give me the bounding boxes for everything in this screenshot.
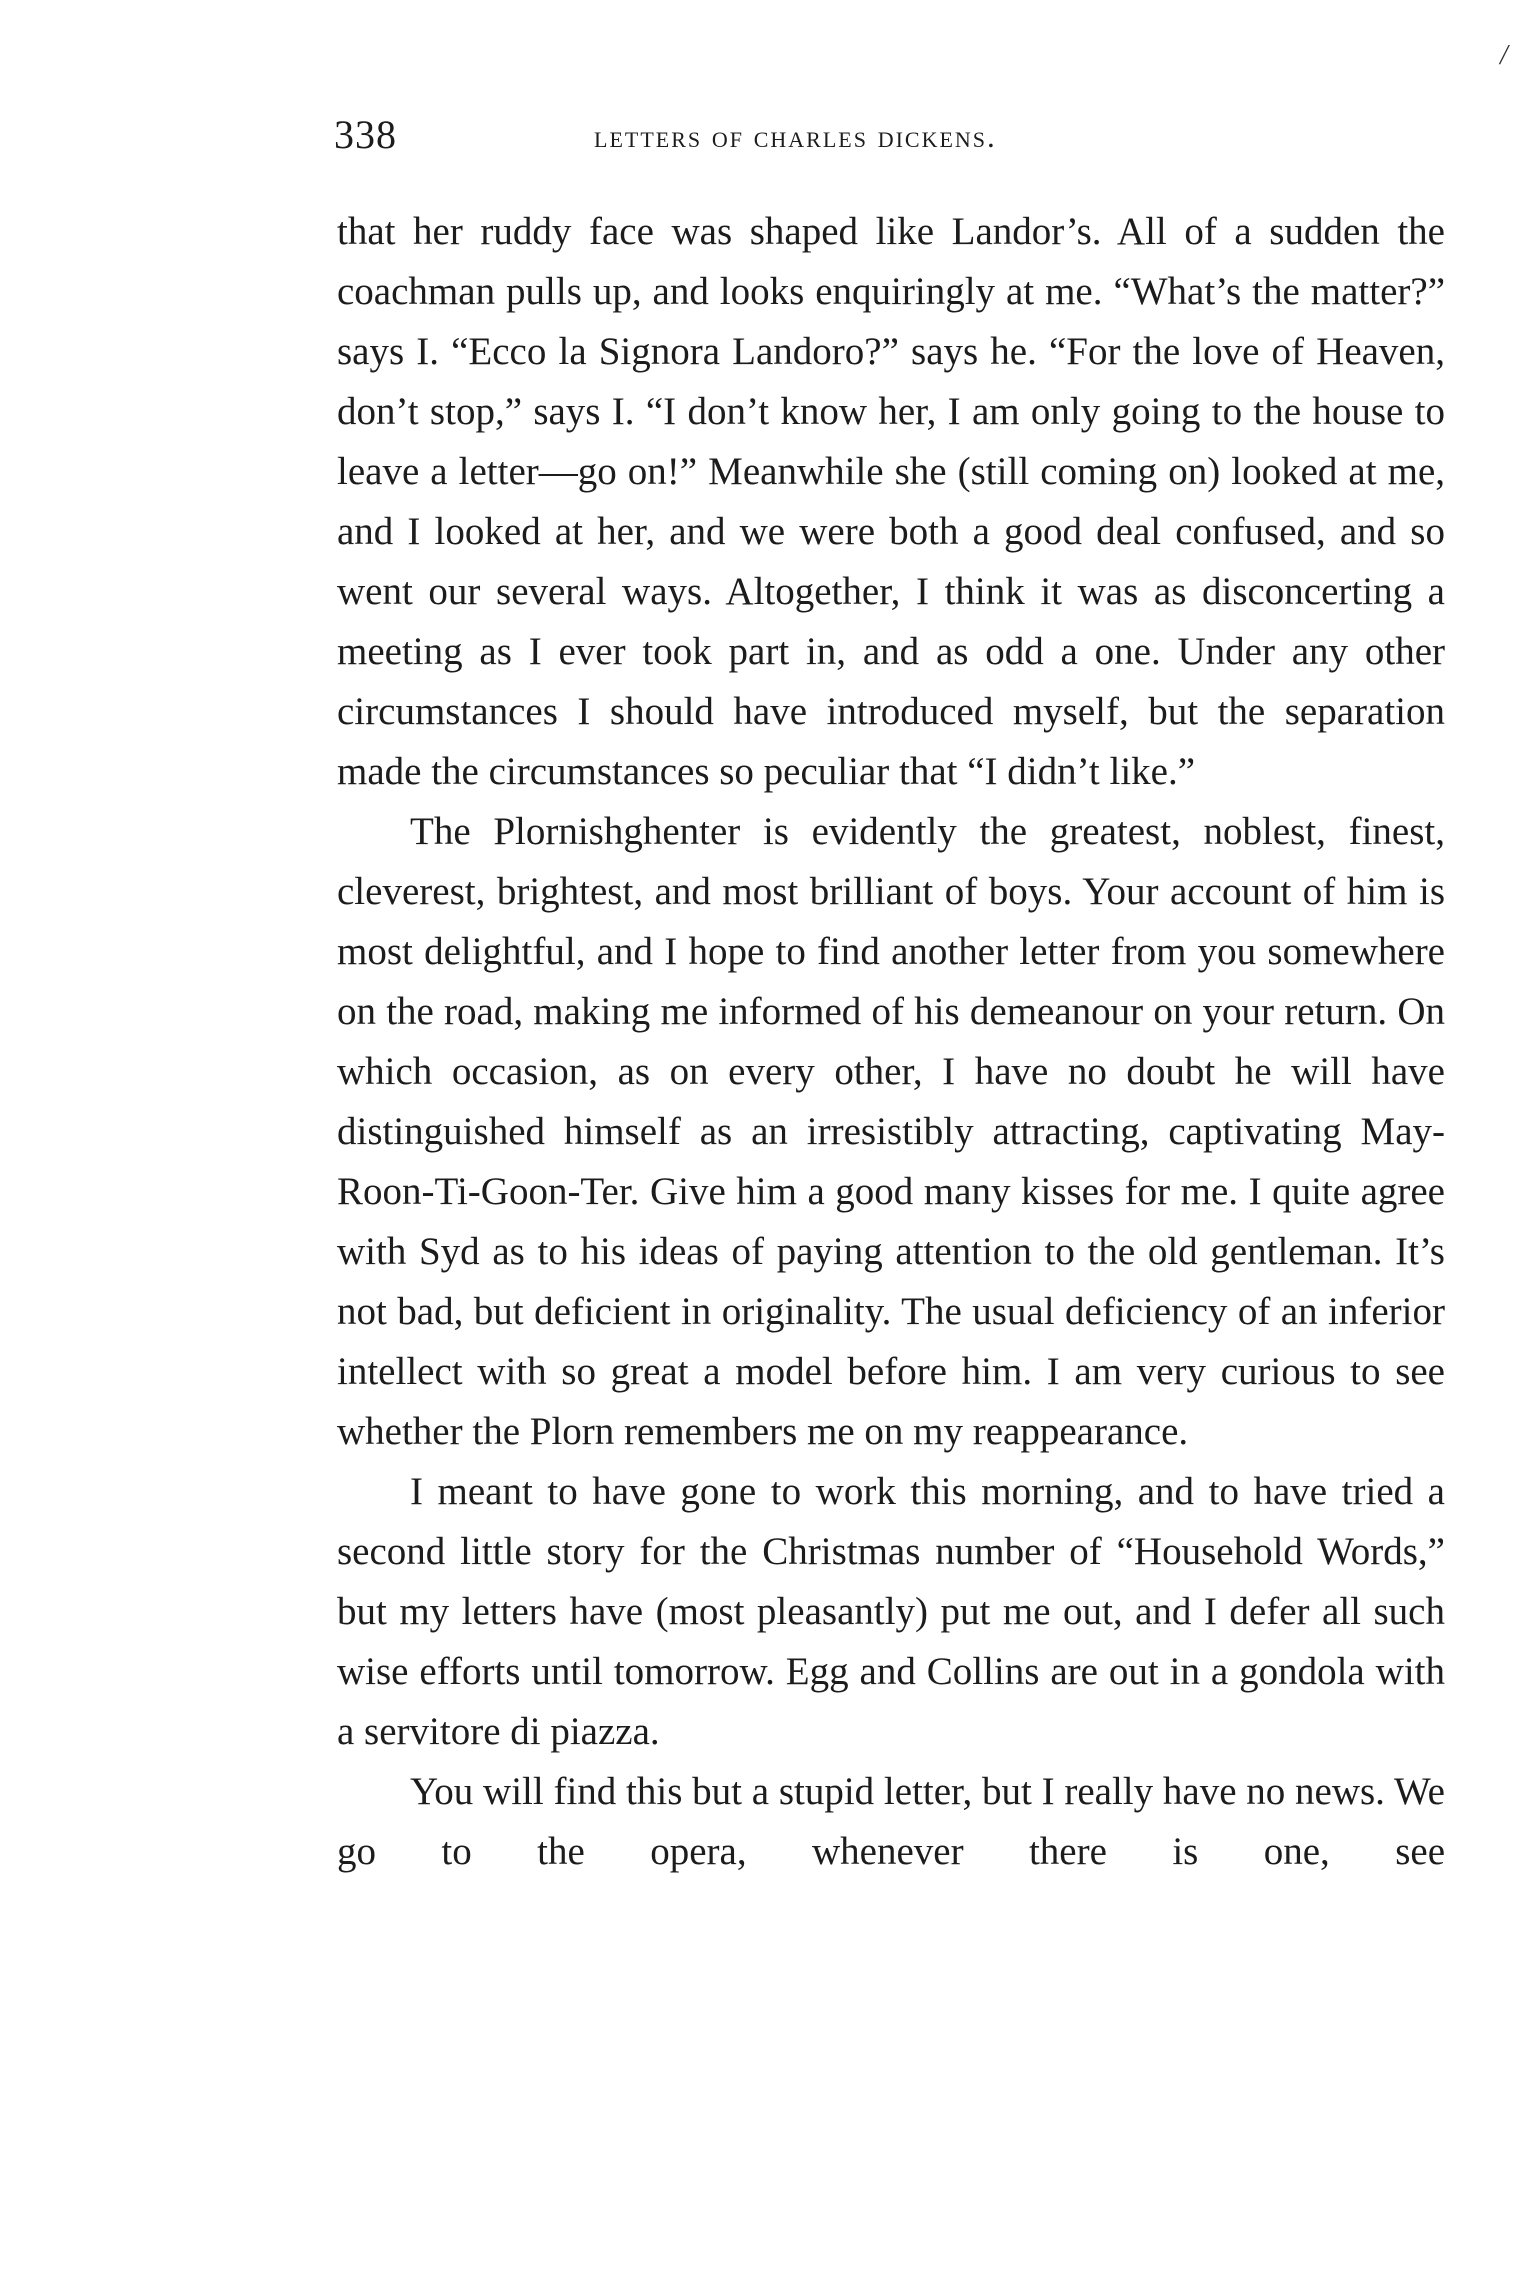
page-number: 338 — [334, 112, 397, 157]
corner-mark: / — [1500, 40, 1508, 71]
paragraph-3: I meant to have gone to work this morning, and to have tried a second little story for the Christmas number of “Household Words,” but my letters have (most pleasantly) put me out, and I defer all such wise efforts until tomorrow. Egg and Collins are out in a gondola with a servitore di piazza. — [337, 1470, 1445, 1753]
paragraph-2: The Plornishghenter is evidently the greatest, noblest, finest, cleverest, brightest, and most brilliant of boys. Your account of him is most delightful, and I hope to find another letter from you somewhere on the road, making me informed of his demeanour on your return. On which occasion, as on every other, I have no doubt he will have distinguished himself as an irresistibly attracting, captivating May-Roon-Ti-Goon-Ter. Give him a good many kisses for me. I quite agree with Syd as to his ideas of paying attention to the old gentleman. It’s not bad, but deficient in originality. The usual deficiency of an inferior intellect with so great a model before him. I am very curious to see whether the Plorn remembers me on my reappearance. — [337, 810, 1445, 1453]
page-header — [334, 105, 1444, 165]
running-title: letters of charles dickens. — [594, 119, 997, 154]
paragraph-1: that her ruddy face was shaped like Landor’s. All of a sudden the coachman pulls up, and looks enquiringly at me. “What’s the matter?” says I. “Ecco la Signora Landoro?” says he. “For the love of Heaven, don’t stop,” says I. “I don’t know her, I am only going to the house to leave a letter—go on!” Meanwhile she (still coming on) looked at me, and I looked at her, and we were both a good deal confused, and so went our several ways. Altogether, I think it was as disconcerting a meeting as I ever took part in, and as odd a one. Under any other circumstances I should have introduced myself, but the separation made the circumstances so peculiar that “I didn’t like.” — [337, 210, 1445, 793]
paragraph-4: You will find this but a stupid letter, but I really have no news. We go to the opera, whenever there is one, see — [337, 1770, 1445, 1873]
body-text — [337, 202, 1445, 1882]
